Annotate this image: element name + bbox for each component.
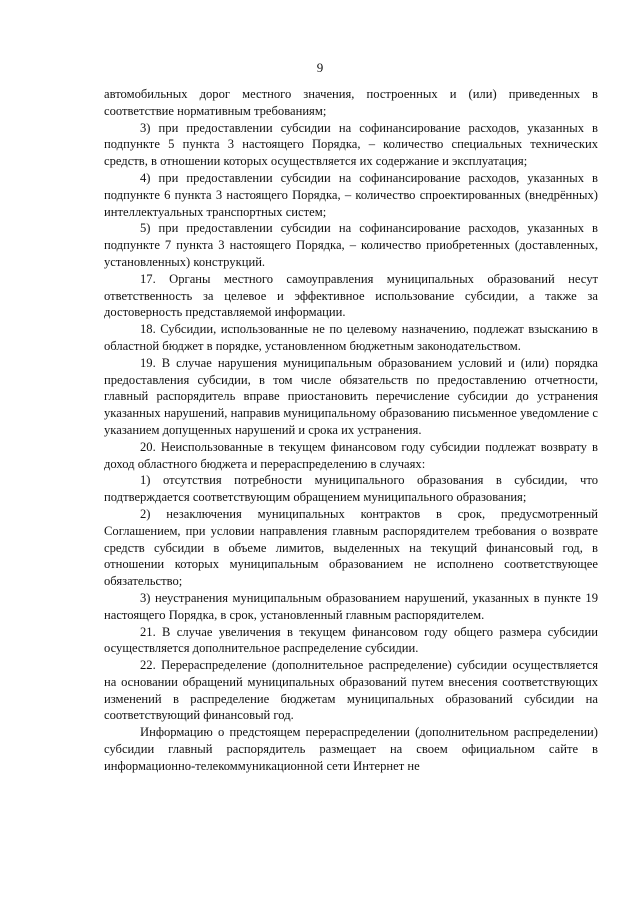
paragraph-subitem-4: 4) при предоставлении субсидии на софинансирование расходов, указанных в подпункте 6 пункта 3 настоящего Порядка, – количество спроектированных (внедрённых) интеллектуальных транспортных систем;: [104, 170, 598, 219]
paragraph-20-item-3: 3) неустранения муниципальным образованием нарушений, указанных в пункте 19 настоящего Порядка, в срок, установленный главным распорядителем.: [104, 590, 598, 622]
paragraph-subitem-5: 5) при предоставлении субсидии на софинансирование расходов, указанных в подпункте 7 пункта 3 настоящего Порядка, – количество приобретенных (доставленных, установленных) конструкций.: [104, 221, 598, 269]
paragraph-20-item-1: 1) отсутствия потребности муниципального образования в субсидии, что подтверждается соответствующим обращением муниципального образования;: [104, 473, 598, 505]
document-body: [104, 86, 598, 775]
paragraph-information: Информацию о предстоящем перераспределении (дополнительном распределении) субсидии главный распорядитель размещает на своем официальном сайте в информационно-телекоммуникационной сети Интернет не: [104, 725, 598, 773]
paragraph-20: 20. Неиспользованные в текущем финансовом году субсидии подлежат возврату в доход областного бюджета и перераспределению в случаях:: [104, 439, 598, 471]
paragraph-21: 21. В случае увеличения в текущем финансовом году общего размера субсидии осуществляется дополнительное распределение субсидии.: [104, 624, 598, 656]
paragraph-17: 17. Органы местного самоуправления муниципальных образований несут ответственность за целевое и эффективное использование субсидии, а также за достоверность представляемой информации.: [104, 271, 598, 320]
paragraph-22: 22. Перераспределение (дополнительное распределение) субсидии осуществляется на основании обращений муниципальных образований путем внесения соответствующих изменений в распределение бюджетам муниципальных образований субсидии на соответствующий финансовый год.: [104, 658, 598, 723]
paragraph-18: 18. Субсидии, использованные не по целевому назначению, подлежат взысканию в областной бюджет в порядке, установленном бюджетным законодательством.: [104, 322, 598, 353]
paragraph-subitem-3: 3) при предоставлении субсидии на софинансирование расходов, указанных в подпункте 5 пункта 3 настоящего Порядка, – количество специальных технических средств, в отношении которых осуществляется их содержание и эксплуатация;: [104, 120, 598, 169]
page-number: 9: [316, 60, 324, 75]
paragraph-20-item-2: 2) незаключения муниципальных контрактов в срок, предусмотренный Соглашением, при условии направления главным распорядителем требования о возврате средств субсидии в объеме лимитов, выделенных на текущий финансовый год, в отношении которых муниципальным образованием не исполнено соответствующее обязательство;: [104, 506, 598, 589]
paragraph-19: 19. В случае нарушения муниципальным образованием условий и (или) порядка предоставления субсидии, в том числе обязательств по предоставлению отчетности, главный распорядитель вправе приостановить перечисление субсидии до устранения указанных нарушений, направив муниципальному образованию письменное уведомление с указанием допущенных нарушений и срока их устранения.: [104, 355, 598, 437]
paragraph-continuation: автомобильных дорог местного значения, построенных и (или) приведенных в соответствие нормативным требованиям;: [104, 87, 598, 118]
